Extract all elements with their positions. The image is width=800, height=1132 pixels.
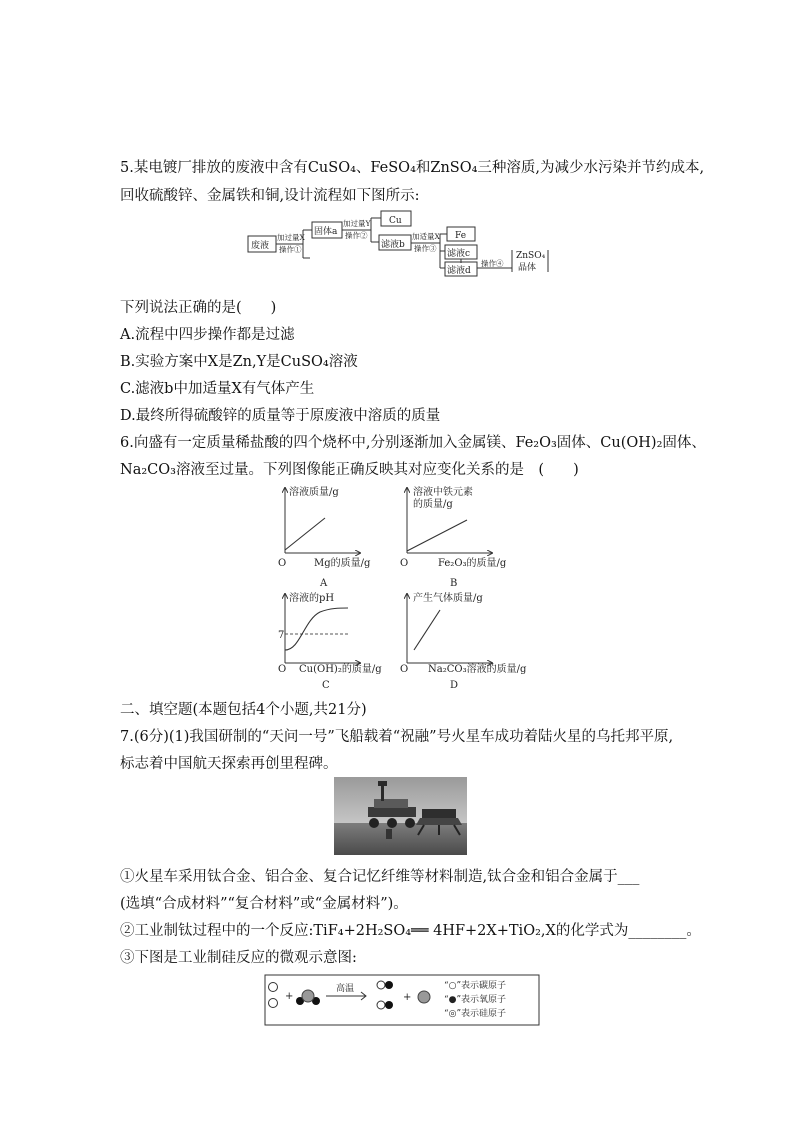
- graph-b-origin: O: [400, 558, 409, 569]
- svg-text:+: +: [285, 991, 294, 1002]
- flow-product-bottom: 晶体: [518, 263, 537, 273]
- q6-line1: 6.向盛有一定质量稀盐酸的四个烧杯中,分别逐渐加入金属镁、Fe₂O₃固体、Cu(OH)₂固体、: [120, 435, 706, 451]
- graph-a-xlabel: Mg的质量/g: [314, 558, 371, 569]
- graph-a-origin: O: [278, 558, 287, 569]
- flow-step3-bottom: 操作③: [414, 244, 437, 253]
- graph-b-xlabel: Fe₂O₃的质量/g: [438, 558, 507, 569]
- q7-line1: 7.(6分)(1)我国研制的“天问一号”飞船载着“祝融”号火星车成功着陆火星的乌托邦平原,: [120, 729, 674, 745]
- flow-solid-a: 固体a: [314, 227, 338, 237]
- q7-item1-line2: (选填“合成材料”“复合材料”或“金属材料”)。: [120, 896, 408, 912]
- flow-step1-top: 加过量X: [277, 233, 305, 242]
- graph-c-tag: C: [322, 680, 330, 691]
- q7-item1-line1: ①火星车采用钛合金、铝合金、复合记忆纤维等材料制造,钛合金和铝合金属于___: [120, 869, 640, 885]
- flow-step1-bottom: 操作①: [279, 245, 302, 254]
- graph-b-ylabel2: 的质量/g: [413, 499, 453, 510]
- svg-text:+: +: [403, 992, 412, 1003]
- q7-item3: ③下图是工业制硅反应的微观示意图:: [120, 950, 357, 966]
- q5-option-d: D.最终所得硫酸锌的质量等于原废液中溶质的质量: [120, 408, 441, 424]
- flow-step2-top: 加过量Y: [343, 219, 371, 228]
- graph-d-tag: D: [450, 680, 459, 691]
- q7-item2: ②工业制钛过程中的一个反应:TiF₄+2H₂SO₄══ 4HF+2X+TiO₂,X的化学式为________。: [120, 923, 701, 939]
- graph-c-origin: O: [278, 664, 287, 675]
- q5-option-c: C.滤液b中加适量X有气体产生: [120, 381, 315, 397]
- flow-filtrate-b: 滤液b: [381, 240, 405, 250]
- legend-carbon: “○”表示碳原子: [444, 981, 507, 991]
- flow-cu: Cu: [389, 216, 402, 226]
- q5-option-a: A.流程中四步操作都是过滤: [120, 327, 295, 343]
- q5-option-b: B.实验方案中X是Zn,Y是CuSO₄溶液: [120, 354, 358, 370]
- graph-c-ylabel: 溶液的pH: [289, 593, 335, 604]
- flow-step3-top: 加适量X: [412, 232, 440, 241]
- graph-b-ylabel1: 溶液中铁元素: [413, 487, 473, 498]
- q7-line2: 标志着中国航天探索再创里程碑。: [120, 756, 338, 772]
- graph-a-ylabel: 溶液质量/g: [289, 487, 339, 498]
- flow-product-top: ZnSO₄: [516, 251, 546, 261]
- q5-line2: 回收硫酸锌、金属铁和铜,设计流程如下图所示:: [120, 188, 420, 204]
- graph-d-ylabel: 产生气体质量/g: [413, 593, 483, 604]
- flow-waste: 废液: [251, 241, 270, 251]
- graph-c-xlabel: Cu(OH)₂的质量/g: [299, 664, 382, 675]
- graph-b-tag: B: [450, 578, 458, 589]
- graph-a-tag: A: [320, 578, 328, 589]
- graph-d-origin: O: [400, 664, 409, 675]
- q5-prompt: 下列说法正确的是( ): [120, 300, 277, 316]
- flow-step2-bottom: 操作②: [345, 231, 368, 240]
- graph-c-mark: 7: [278, 630, 285, 641]
- flow-filtrate-d: 滤液d: [447, 266, 471, 276]
- q5-line1: 5.某电镀厂排放的废液中含有CuSO₄、FeSO₄和ZnSO₄三种溶质,为减少水污染并节约成本,: [120, 160, 705, 176]
- flow-filtrate-c: 滤液c: [447, 249, 471, 259]
- section2-title: 二、填空题(本题包括4个小题,共21分): [120, 702, 367, 718]
- flow-step4: 操作④: [481, 259, 504, 268]
- legend-oxygen: “●”表示氧原子: [444, 995, 507, 1005]
- q6-line2: Na₂CO₃溶液至过量。下列图像能正确反映其对应变化关系的是 ( ): [120, 462, 579, 478]
- graph-d-xlabel: Na₂CO₃溶液的质量/g: [428, 664, 527, 675]
- legend-silicon: “◎”表示硅原子: [444, 1009, 507, 1019]
- micro-condition: 高温: [336, 984, 355, 994]
- flow-fe: Fe: [455, 231, 467, 241]
